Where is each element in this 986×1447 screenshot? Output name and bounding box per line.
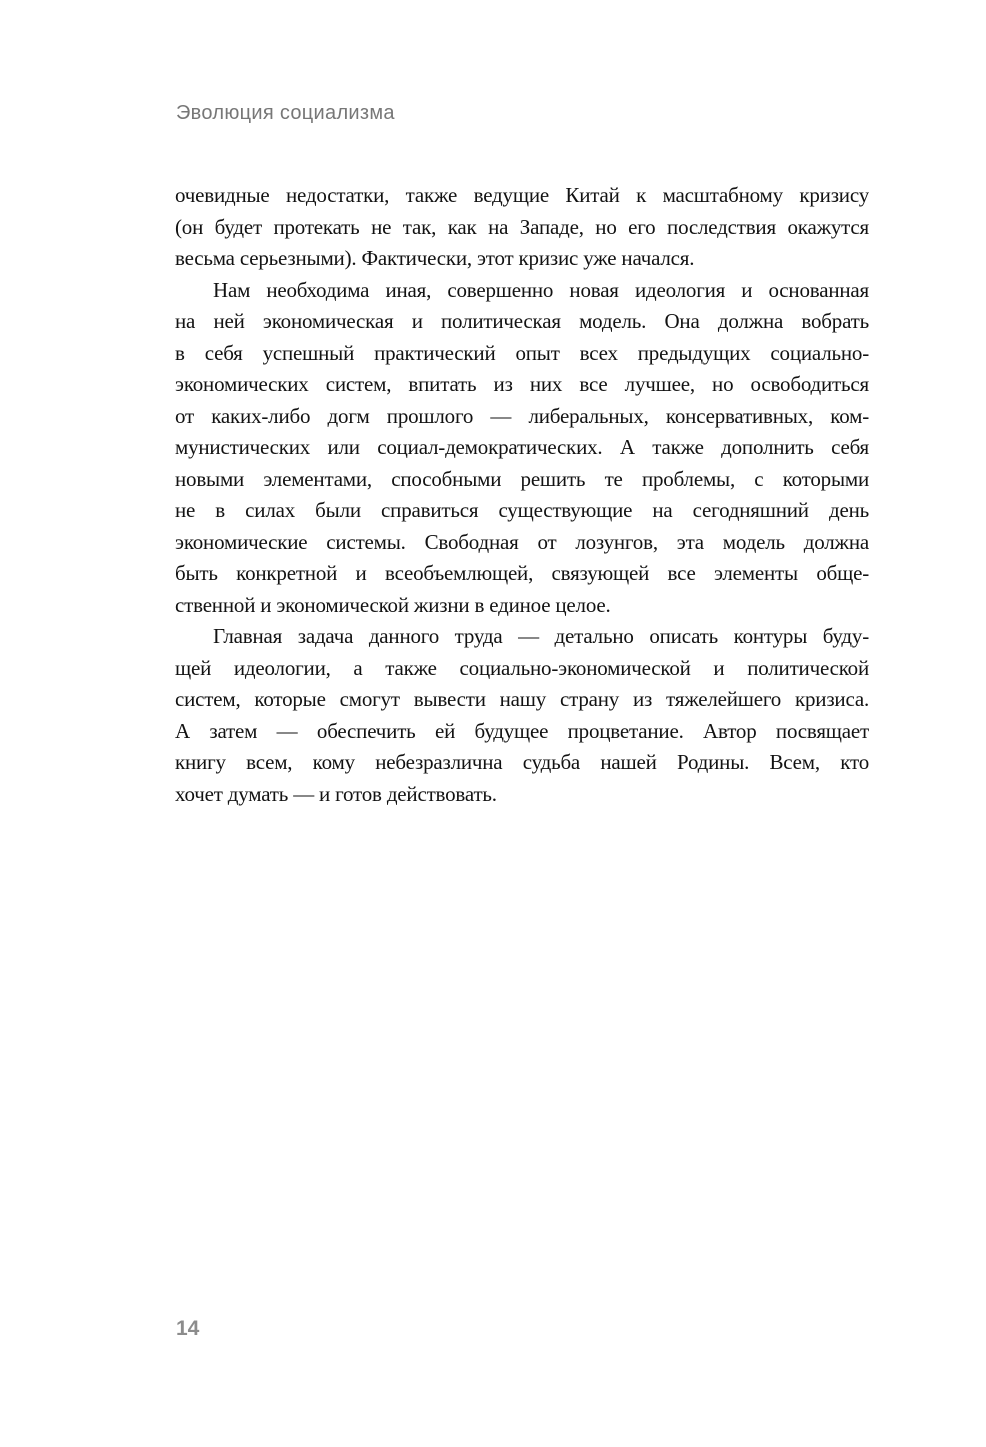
page-number: 14 — [176, 1317, 200, 1340]
text-line: экономические системы. Свободная от лозунгов, эта модель должна — [175, 529, 869, 554]
text-line: Нам необходима иная, совершенно новая идеология и основанная — [213, 277, 869, 302]
text-line: не в силах были справиться существующие на сегодняшний день — [175, 498, 869, 522]
paragraph — [175, 621, 869, 810]
text-line: очевидные недостатки, также ведущие Китай к масштабному кризису — [175, 183, 869, 207]
text-line: в себя успешный практический опыт всех предыдущих социально- — [175, 340, 869, 365]
text-line: новыми элементами, способными решить те проблемы, с которыми — [175, 466, 869, 491]
text-line: ственной и экономической жизни в единое целое. — [175, 592, 611, 617]
text-line: (он будет протекать не так, как на Западе, но его последствия окажутся — [175, 214, 869, 239]
paragraph — [175, 180, 869, 275]
text-line: мунистических или социал-демократических. А также дополнить себя — [175, 435, 869, 459]
text-line: экономических систем, впитать из них все лучшее, но освободиться — [175, 372, 869, 396]
text-line: от каких-либо догм прошлого — либеральных, консервативных, ком- — [175, 403, 869, 428]
paragraph — [175, 275, 869, 622]
text-line: весьма серьезными). Фактически, этот кризис уже начался. — [175, 246, 695, 270]
text-block — [175, 180, 869, 810]
text-line: хочет думать — и готов действовать. — [175, 781, 497, 806]
text-line: щей идеологии, а также социально-экономической и политической — [175, 655, 869, 680]
text-line: А затем — обеспечить ей будущее процветание. Автор посвящает — [175, 718, 869, 743]
text-line: систем, которые смогут вывести нашу страну из тяжелейшего кризиса. — [175, 687, 869, 711]
text-line: книгу всем, кому небезразлична судьба нашей Родины. Всем, кто — [175, 750, 869, 774]
text-line: на ней экономическая и политическая модель. Она должна вобрать — [175, 309, 869, 333]
text-line: быть конкретной и всеобъемлющей, связующей все элементы обще- — [175, 561, 869, 585]
text-line: Главная задача данного труда — детально описать контуры буду- — [213, 624, 869, 648]
running-header: Эволюция социализма — [176, 102, 395, 124]
